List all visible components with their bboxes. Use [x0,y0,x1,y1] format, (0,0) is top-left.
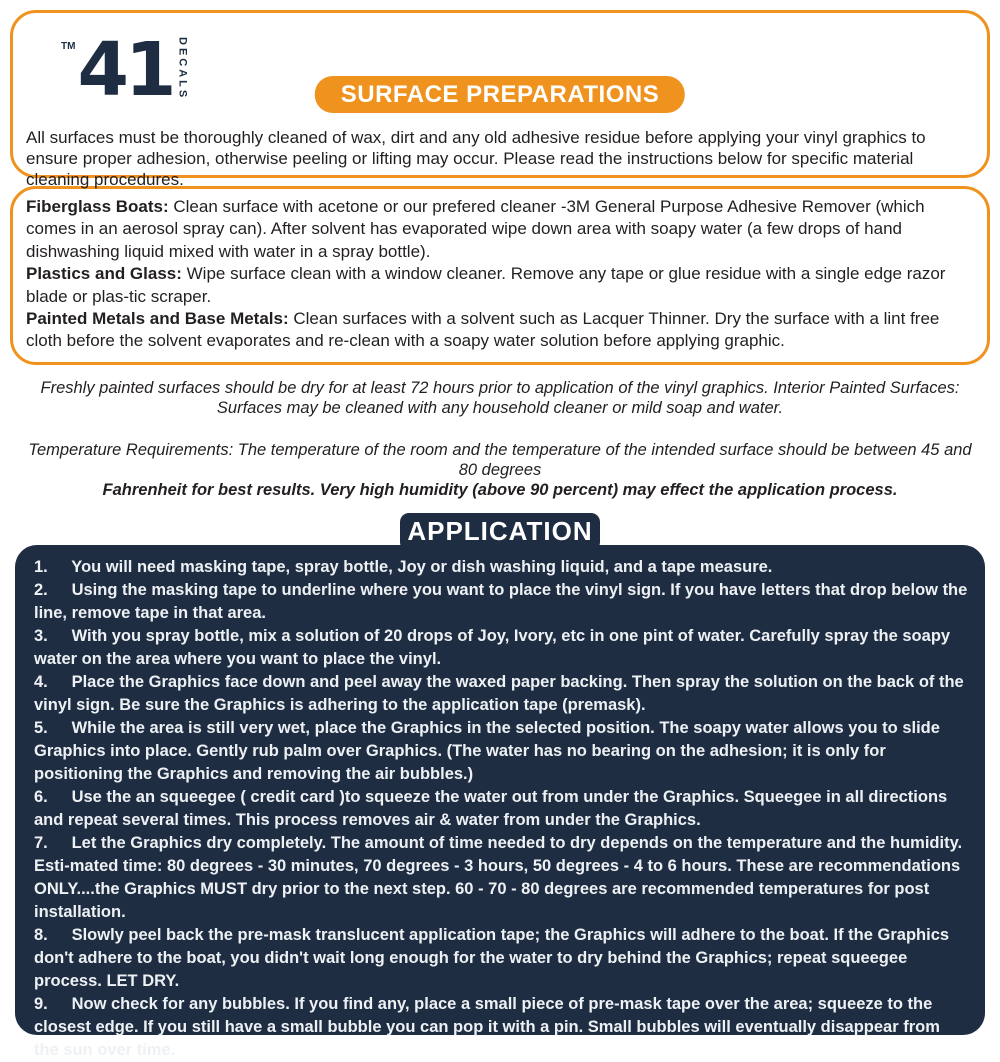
step-number: 6. [34,787,48,806]
intro-paragraph: All surfaces must be thoroughly cleaned of wax, dirt and any old adhesive residue before applying your vinyl graphics to ensure proper adhesion, otherwise peeling or lifting may occur. Please read the instructions below for specific material cleaning procedures. [26,128,926,189]
item-text: Now check for any bubbles. If you find any, place a small piece of pre-mask tape over the area; squeeze to the closest edge. If you still have a small bubble you can pop it with a pin. Small bubbles will eventually disappear from the sun over time. [34,994,940,1059]
item-text: Let the Graphics dry completely. The amount of time needed to dry depends on the temperature and the humidity. Esti-mated time: 80 degrees - 30 minutes, 70 degrees - 3 hours, 50 degrees - 4 to 6 hours. These are recommendations ONLY....the Graphics MUST dry prior to the next step. 60 - 70 - 80 degrees are recommended temperatures for post installation. [34,833,963,921]
application-steps-box [15,545,985,1059]
item-text: While the area is still very wet, place the Graphics in the selected position. The soapy water allows you to slide Graphics into place. Gently rub palm over Graphics. (The water has no bearing on the adhesion; it is only for positioning the Graphics and removing the air bubbles.) [34,718,940,783]
item-text: Clean surfaces with a solvent such as Lacquer Thinner. Dry the surface with a lint free cloth before the solvent evaporates and re-clean with a soapy water solution before applying graphic. [26,309,940,351]
step-number: 5. [34,718,48,737]
step-number: 1. [34,557,48,576]
material-label: Fiberglass Boats: [26,197,169,216]
item-text: You will need masking tape, spray bottle, Joy or dish washing liquid, and a tape measure. [67,557,773,576]
application-step [34,832,968,924]
application-step [34,625,968,671]
material-item [26,196,975,263]
temperature-note-line2: Fahrenheit for best results. Very high humidity (above 90 percent) may effect the application process. [102,480,898,499]
application-step [34,579,968,625]
step-number: 4. [34,672,48,691]
application-step [34,924,968,993]
application-step [34,717,968,786]
item-text: Using the masking tape to underline where you want to place the vinyl sign. If you have letters that drop below the line, remove tape in that area. [34,580,968,622]
application-step [34,993,968,1062]
painted-surfaces-note: Freshly painted surfaces should be dry for at least 72 hours prior to application of the vinyl graphics. Interior Painted Surfaces: Surfaces may be cleaned with any household cleaner or mild soap and water. [40,378,960,417]
application-step [34,786,968,832]
item-text: Place the Graphics face down and peel away the waxed paper backing. Then spray the solution on the back of the vinyl sign. Be sure the Graphics is adhering to the application tape (premask). [34,672,964,714]
materials-cleaning-box [10,186,990,365]
item-text: Wipe surface clean with a window cleaner. Remove any tape or glue residue with a single edge razor blade or plas-tic scraper. [26,264,946,306]
item-text: With you spray bottle, mix a solution of 20 drops of Joy, Ivory, etc in one pint of water. Carefully spray the soapy water on the area where you want to place the vinyl. [34,626,951,668]
material-label: Painted Metals and Base Metals: [26,309,289,329]
surface-prep-section [10,10,990,189]
logo-vertical-text: DECALS [176,37,189,101]
step-number: 8. [34,925,48,944]
item-text: Clean surface with acetone or our prefered cleaner -3M General Purpose Adhesive Remover (which comes in an aerosol spray can). After solvent has evaporated wipe down area with soapy water (a few drops of hand dishwashing liquid mixed with water in a spray bottle). [26,197,925,261]
trademark-symbol: TM [61,41,76,52]
material-item [26,263,975,308]
brand-logo [61,27,189,119]
material-label: Plastics and Glass: [26,264,182,284]
application-banner: APPLICATION [400,513,600,551]
item-text: Slowly peel back the pre-mask translucent application tape; the Graphics will adhere to the boat. If the Graphics don't adhere to the boat, you didn't wait long enough for the water to dry behind the Graphics; repeat squeegee process. LET DRY. [34,925,950,990]
material-item [26,308,975,353]
item-text: Use the an squeegee ( credit card )to squeeze the water out from under the Graphics. Squeegee in all directions and repeat several times. This process removes air & water from under the Graphics. [34,787,948,829]
application-step [34,556,968,579]
step-number: 9. [34,994,48,1013]
logo-number: 41 [77,27,173,113]
notes-section [0,378,1000,500]
step-number: 2. [34,580,48,599]
step-number: 7. [34,833,48,852]
application-step [34,671,968,717]
temperature-note-line1: Temperature Requirements: The temperature of the room and the temperature of the intended surface should be between 45 and 80 degrees [28,440,972,479]
temperature-note [28,440,972,500]
surface-preparations-banner: SURFACE PREPARATIONS [315,76,685,113]
step-number: 3. [34,626,48,645]
